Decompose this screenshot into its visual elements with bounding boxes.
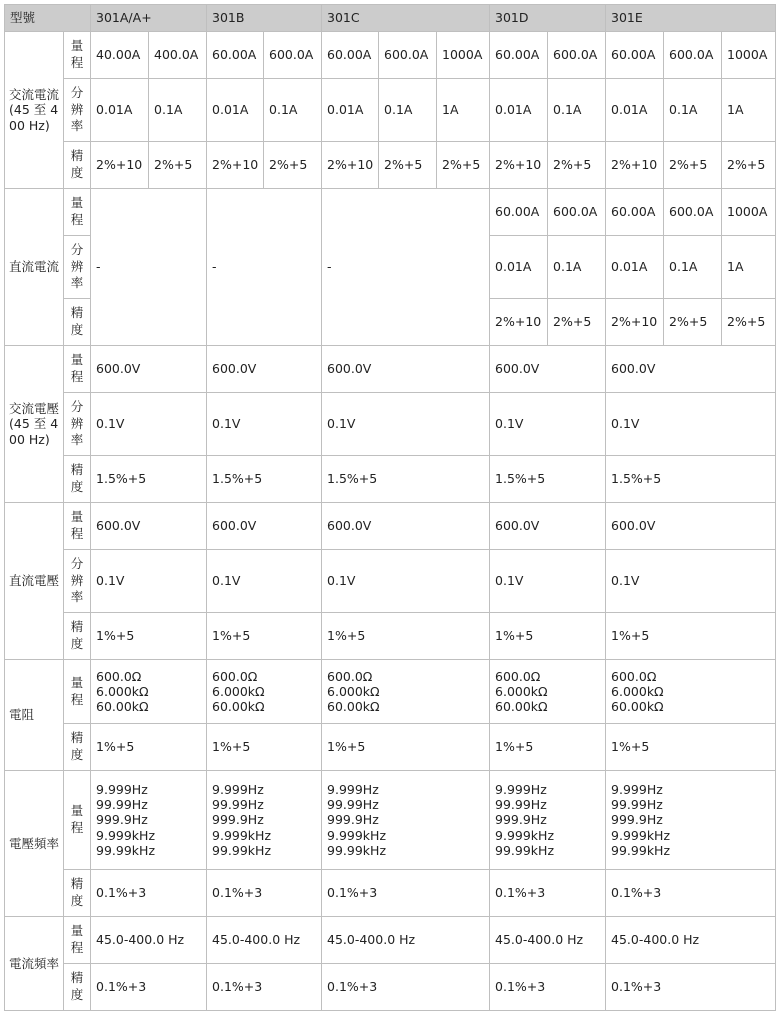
current-frequency-label: 電流頻率 — [5, 917, 64, 1011]
table-cell: 600.0V — [322, 503, 490, 550]
dc-current-label: 直流電流 — [5, 189, 64, 346]
table-cell: 2%+5 — [664, 299, 722, 346]
resistance-label: 電阻 — [5, 660, 64, 771]
table-cell: 600.0Ω 6.000kΩ 60.00kΩ — [606, 660, 776, 724]
table-cell: 600.0A — [664, 32, 722, 79]
sub-label-accuracy: 精度 — [64, 964, 91, 1011]
table-cell: 600.0Ω 6.000kΩ 60.00kΩ — [490, 660, 606, 724]
table-cell: 600.0Ω 6.000kΩ 60.00kΩ — [322, 660, 490, 724]
table-cell: 0.1A — [149, 79, 207, 142]
table-cell: 600.0V — [606, 503, 776, 550]
table-cell: 0.1%+3 — [606, 870, 776, 917]
table-cell: 0.1V — [490, 393, 606, 456]
table-cell: 0.1V — [322, 550, 490, 613]
table-cell: 2%+5 — [379, 142, 437, 189]
table-cell: 0.01A — [207, 79, 264, 142]
table-cell: 1A — [722, 236, 776, 299]
sub-label-accuracy: 精度 — [64, 613, 91, 660]
sub-label-accuracy: 精度 — [64, 456, 91, 503]
table-cell: 0.1A — [548, 236, 606, 299]
table-cell: 45.0-400.0 Hz — [322, 917, 490, 964]
table-cell: 1000A — [722, 189, 776, 236]
sub-label-range: 量程 — [64, 771, 91, 870]
current-frequency-accuracy-row — [5, 964, 776, 1011]
spec-table — [4, 4, 776, 1011]
table-cell: 2%+10 — [91, 142, 149, 189]
table-cell: 45.0-400.0 Hz — [490, 917, 606, 964]
table-cell: 600.0V — [207, 503, 322, 550]
table-cell: 600.0V — [322, 346, 490, 393]
table-cell: 9.999Hz 99.99Hz 999.9Hz 9.999kHz 99.99kHz — [322, 771, 490, 870]
sub-label-range: 量程 — [64, 346, 91, 393]
table-cell: 0.1%+3 — [322, 964, 490, 1011]
table-cell: 600.0V — [91, 503, 207, 550]
table-cell: 0.1%+3 — [490, 964, 606, 1011]
table-cell: 2%+5 — [264, 142, 322, 189]
table-cell: 1.5%+5 — [322, 456, 490, 503]
table-cell: 600.0V — [490, 503, 606, 550]
table-cell: 0.1V — [91, 393, 207, 456]
ac-voltage-label: 交流電壓 (45 至 400 Hz) — [5, 346, 64, 503]
table-cell: 0.1%+3 — [91, 964, 207, 1011]
table-cell: 0.1A — [379, 79, 437, 142]
table-cell: 600.0Ω 6.000kΩ 60.00kΩ — [207, 660, 322, 724]
ac-current-label: 交流電流 (45 至 400 Hz) — [5, 32, 64, 189]
ac-voltage-accuracy-row — [5, 456, 776, 503]
table-cell: 600.0A — [264, 32, 322, 79]
table-cell: 9.999Hz 99.99Hz 999.9Hz 9.999kHz 99.99kHz — [606, 771, 776, 870]
model-301c: 301C — [322, 5, 490, 32]
table-cell: 9.999Hz 99.99Hz 999.9Hz 9.999kHz 99.99kHz — [207, 771, 322, 870]
ac-current-resolution-row — [5, 79, 776, 142]
table-cell: 600.0Ω 6.000kΩ 60.00kΩ — [91, 660, 207, 724]
sub-label-resolution: 分辨率 — [64, 79, 91, 142]
table-cell: 0.1%+3 — [207, 870, 322, 917]
sub-label-accuracy: 精度 — [64, 724, 91, 771]
table-cell: 2%+5 — [722, 142, 776, 189]
table-cell: 1%+5 — [91, 613, 207, 660]
table-cell: 9.999Hz 99.99Hz 999.9Hz 9.999kHz 99.99kHz — [91, 771, 207, 870]
sub-label-resolution: 分辨率 — [64, 550, 91, 613]
table-cell: 0.1V — [606, 550, 776, 613]
table-cell: 0.1%+3 — [606, 964, 776, 1011]
table-cell: 0.1V — [91, 550, 207, 613]
voltage-frequency-label: 電壓頻率 — [5, 771, 64, 917]
table-cell: 0.1A — [548, 79, 606, 142]
table-cell: 600.0A — [664, 189, 722, 236]
voltage-frequency-accuracy-row — [5, 870, 776, 917]
table-cell: 1.5%+5 — [490, 456, 606, 503]
table-cell: 1.5%+5 — [91, 456, 207, 503]
table-cell: 1%+5 — [207, 613, 322, 660]
sub-label-range: 量程 — [64, 660, 91, 724]
table-cell: 0.1V — [606, 393, 776, 456]
model-301e: 301E — [606, 5, 776, 32]
table-cell: 2%+10 — [207, 142, 264, 189]
table-cell: 9.999Hz 99.99Hz 999.9Hz 9.999kHz 99.99kHz — [490, 771, 606, 870]
resistance-accuracy-row — [5, 724, 776, 771]
table-cell: 40.00A — [91, 32, 149, 79]
table-cell: 2%+5 — [664, 142, 722, 189]
table-cell: 1%+5 — [207, 724, 322, 771]
table-cell: 45.0-400.0 Hz — [207, 917, 322, 964]
dc-voltage-resolution-row — [5, 550, 776, 613]
table-cell: 1A — [722, 79, 776, 142]
table-cell: 1%+5 — [490, 613, 606, 660]
table-cell: 1%+5 — [490, 724, 606, 771]
table-cell: 0.01A — [606, 236, 664, 299]
ac-current-range-row — [5, 32, 776, 79]
table-cell: 0.1A — [664, 79, 722, 142]
table-cell: 0.1V — [490, 550, 606, 613]
table-cell: 1000A — [722, 32, 776, 79]
table-cell: 2%+5 — [149, 142, 207, 189]
table-cell: 60.00A — [606, 189, 664, 236]
table-cell: 0.1V — [322, 393, 490, 456]
table-cell: 1.5%+5 — [207, 456, 322, 503]
table-cell-na: - — [322, 189, 490, 346]
resistance-range-row — [5, 660, 776, 724]
table-cell: 400.0A — [149, 32, 207, 79]
table-cell: 0.1%+3 — [207, 964, 322, 1011]
table-cell: 1A — [437, 79, 490, 142]
table-cell: 0.01A — [490, 79, 548, 142]
ac-voltage-range-row — [5, 346, 776, 393]
table-cell: 60.00A — [322, 32, 379, 79]
table-cell: 600.0V — [490, 346, 606, 393]
table-cell: 2%+10 — [606, 299, 664, 346]
table-cell-na: - — [207, 189, 322, 346]
table-cell: 600.0A — [548, 32, 606, 79]
sub-label-range: 量程 — [64, 32, 91, 79]
sub-label-accuracy: 精度 — [64, 870, 91, 917]
table-cell: 45.0-400.0 Hz — [606, 917, 776, 964]
ac-current-accuracy-row — [5, 142, 776, 189]
table-cell: 2%+5 — [548, 142, 606, 189]
sub-label-range: 量程 — [64, 503, 91, 550]
table-cell: 2%+5 — [548, 299, 606, 346]
table-cell: 1%+5 — [606, 724, 776, 771]
table-cell: 1000A — [437, 32, 490, 79]
voltage-frequency-range-row — [5, 771, 776, 870]
dc-voltage-label: 直流電壓 — [5, 503, 64, 660]
table-cell: 2%+10 — [606, 142, 664, 189]
model-301a: 301A/A+ — [91, 5, 207, 32]
table-cell: 60.00A — [207, 32, 264, 79]
table-cell: 1%+5 — [322, 613, 490, 660]
table-cell: 0.01A — [91, 79, 149, 142]
sub-label-resolution: 分辨率 — [64, 236, 91, 299]
dc-current-range-row — [5, 189, 776, 236]
table-cell: 2%+5 — [437, 142, 490, 189]
table-cell: 0.1A — [264, 79, 322, 142]
current-frequency-range-row — [5, 917, 776, 964]
dc-voltage-accuracy-row — [5, 613, 776, 660]
table-cell: 0.1V — [207, 550, 322, 613]
table-cell: 1%+5 — [322, 724, 490, 771]
model-label: 型號 — [5, 5, 91, 32]
table-cell: 60.00A — [490, 32, 548, 79]
model-301d: 301D — [490, 5, 606, 32]
sub-label-range: 量程 — [64, 189, 91, 236]
table-cell: 0.1%+3 — [91, 870, 207, 917]
sub-label-accuracy: 精度 — [64, 142, 91, 189]
table-cell: 2%+10 — [322, 142, 379, 189]
table-cell: 600.0V — [91, 346, 207, 393]
table-cell: 600.0A — [548, 189, 606, 236]
table-cell: 45.0-400.0 Hz — [91, 917, 207, 964]
table-cell: 0.1%+3 — [322, 870, 490, 917]
table-cell: 1%+5 — [91, 724, 207, 771]
table-cell: 60.00A — [606, 32, 664, 79]
table-cell: 2%+10 — [490, 142, 548, 189]
table-cell: 1.5%+5 — [606, 456, 776, 503]
table-cell: 600.0A — [379, 32, 437, 79]
table-cell: 60.00A — [490, 189, 548, 236]
sub-label-accuracy: 精度 — [64, 299, 91, 346]
table-cell: 0.01A — [322, 79, 379, 142]
dc-voltage-range-row — [5, 503, 776, 550]
table-cell: 0.1%+3 — [490, 870, 606, 917]
table-cell: 0.1A — [664, 236, 722, 299]
model-301b: 301B — [207, 5, 322, 32]
table-cell: 0.01A — [606, 79, 664, 142]
table-cell: 0.1V — [207, 393, 322, 456]
table-cell: 600.0V — [207, 346, 322, 393]
table-cell: 600.0V — [606, 346, 776, 393]
table-cell: 1%+5 — [606, 613, 776, 660]
header-row — [5, 5, 776, 32]
sub-label-resolution: 分辨率 — [64, 393, 91, 456]
sub-label-range: 量程 — [64, 917, 91, 964]
table-cell-na: - — [91, 189, 207, 346]
table-cell: 2%+10 — [490, 299, 548, 346]
table-cell: 0.01A — [490, 236, 548, 299]
ac-voltage-resolution-row — [5, 393, 776, 456]
table-cell: 2%+5 — [722, 299, 776, 346]
